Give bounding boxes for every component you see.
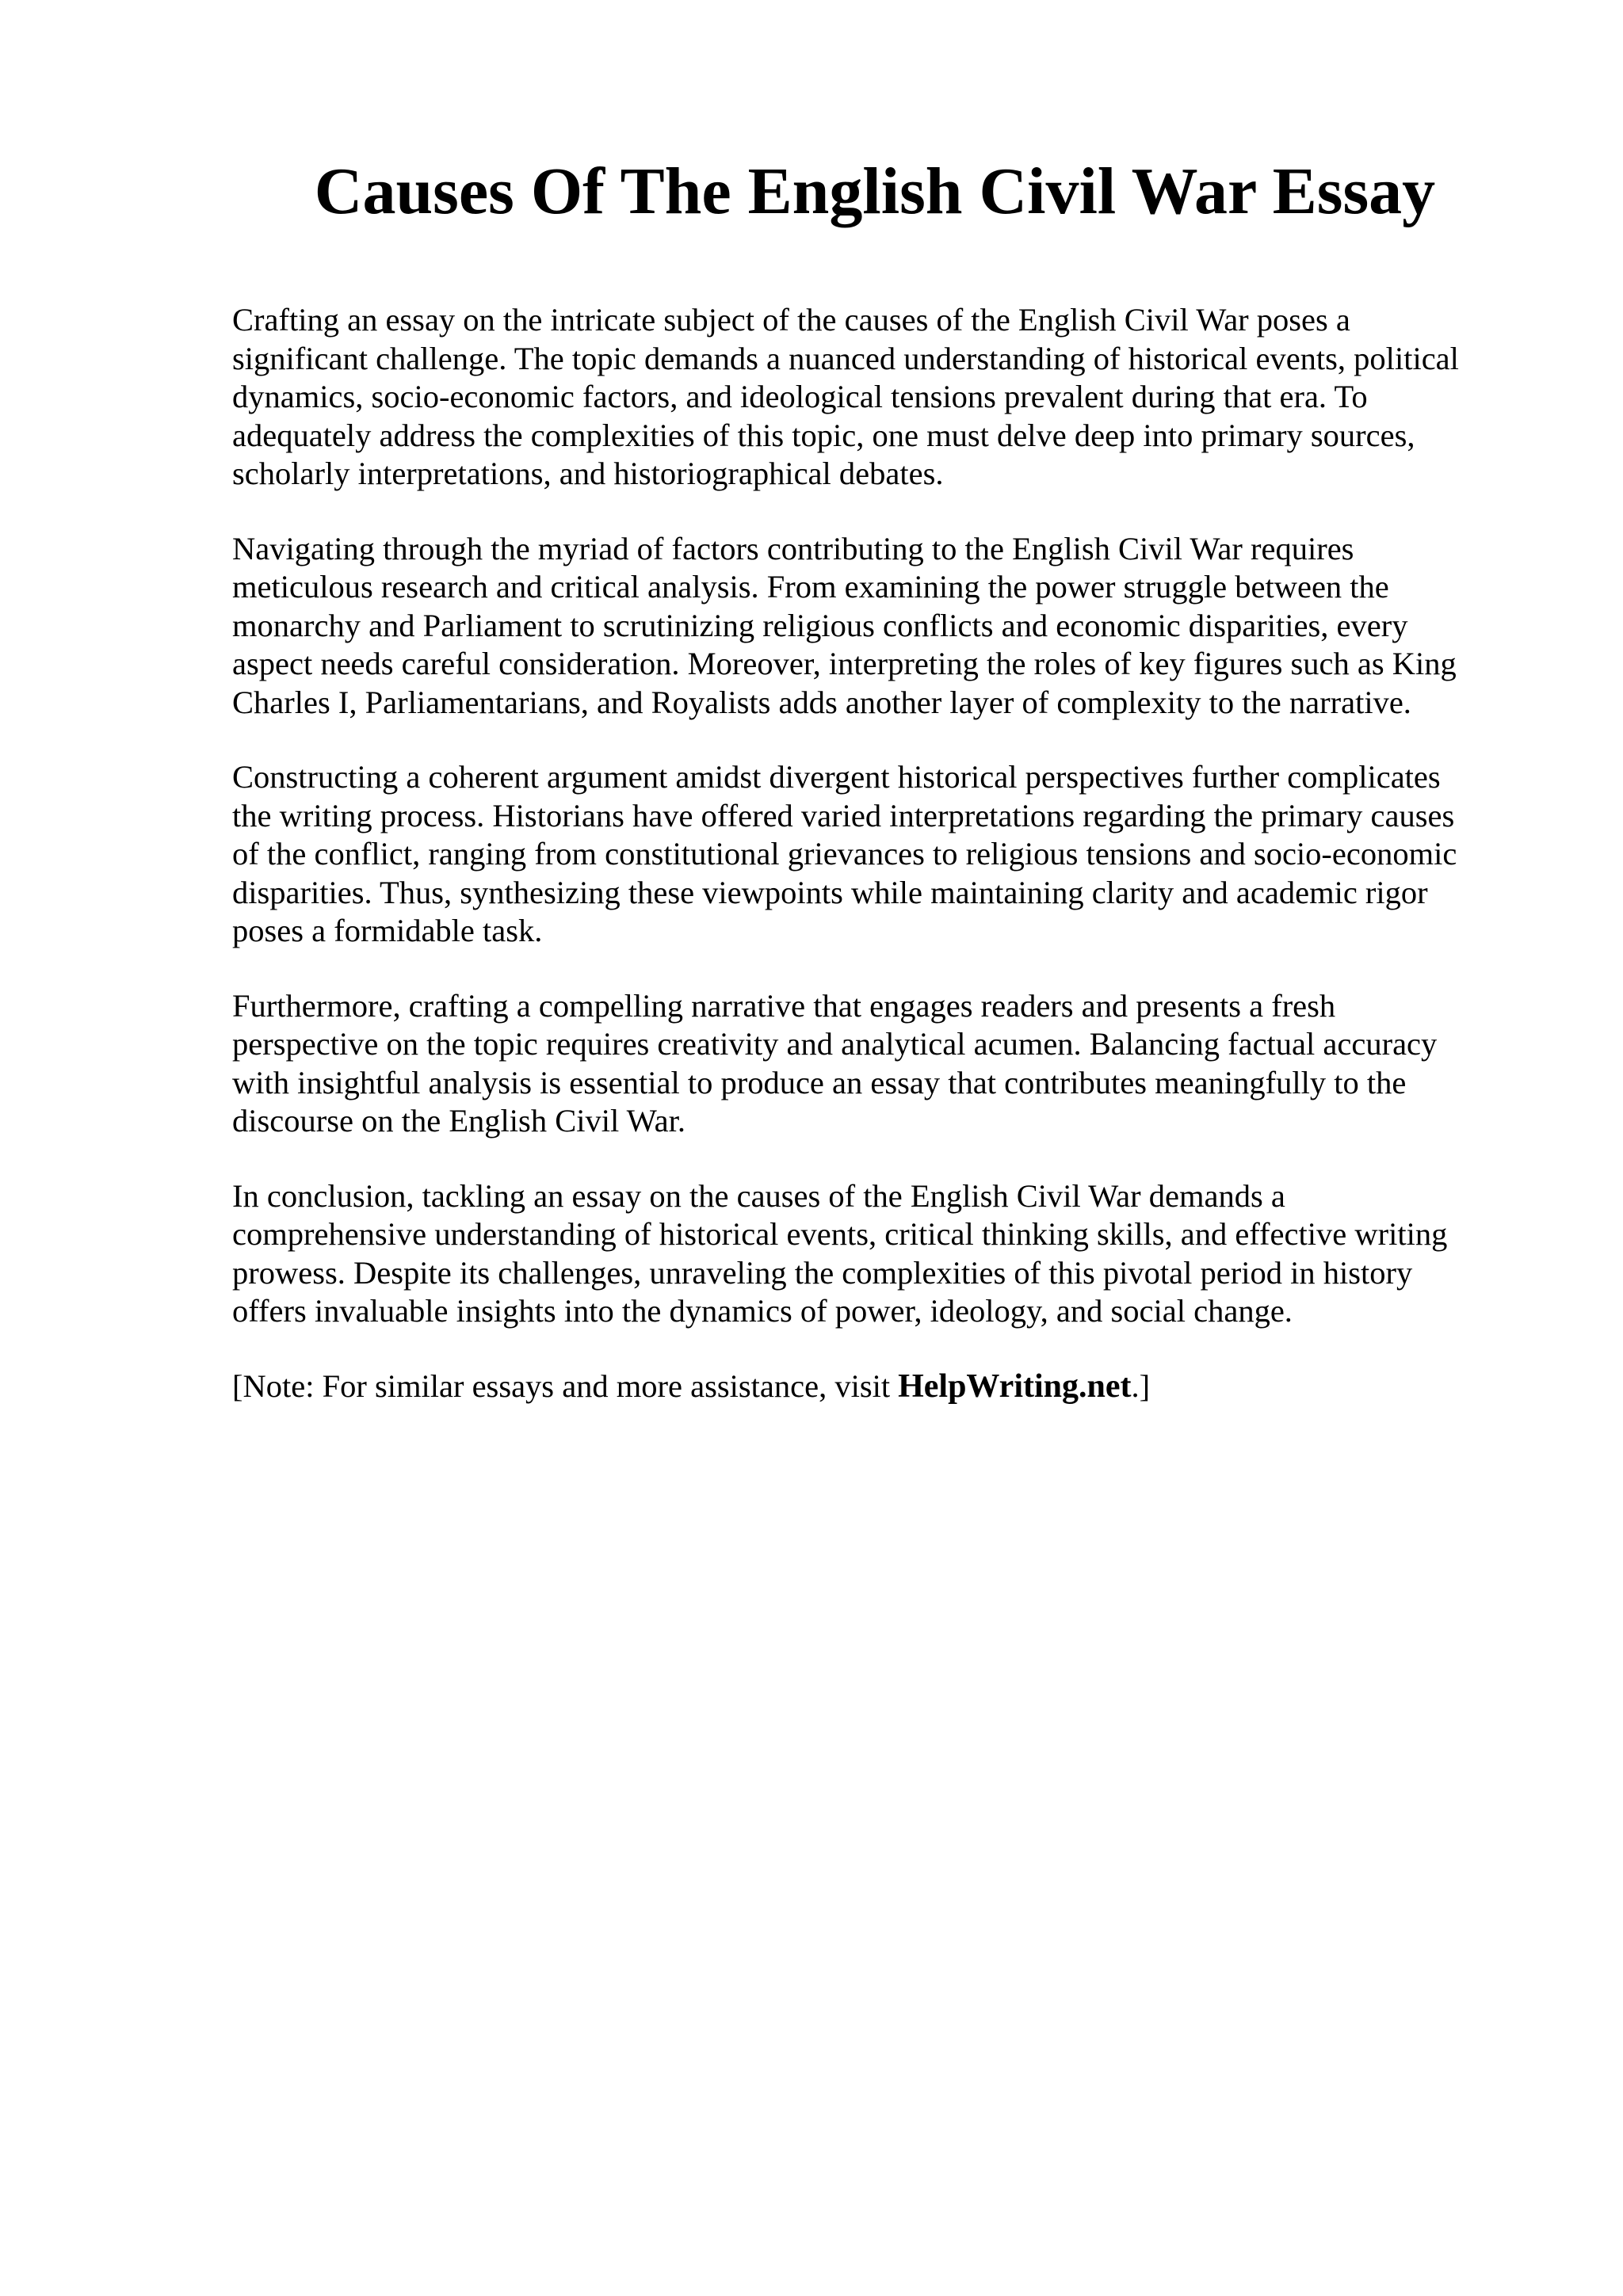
paragraph-line: monarchy and Parliament to scrutinizing religious conflicts and economic disparities, every xyxy=(232,607,1408,643)
helpwriting-link[interactable]: HelpWriting.net xyxy=(898,1367,1132,1405)
paragraph-5 xyxy=(232,1177,1516,1331)
paragraph-2 xyxy=(232,530,1516,723)
paragraph-line: Charles I, Parliamentarians, and Royalists adds another layer of complexity to the narrative. xyxy=(232,684,1411,720)
paragraph-3 xyxy=(232,758,1516,951)
paragraph-line: of the conflict, ranging from constitutional grievances to religious tensions and socio-economic xyxy=(232,836,1457,871)
paragraph-line: prowess. Despite its challenges, unraveling the complexities of this pivotal period in history xyxy=(232,1254,1413,1291)
paragraph-line: with insightful analysis is essential to produce an essay that contributes meaningfully to the xyxy=(232,1064,1407,1100)
paragraph-4 xyxy=(232,987,1516,1141)
paragraph-line: adequately address the complexities of this topic, one must delve deep into primary sources, xyxy=(232,417,1415,453)
paragraph-1 xyxy=(232,301,1516,494)
paragraph-line: perspective on the topic requires creativity and analytical acumen. Balancing factual accuracy xyxy=(232,1026,1438,1062)
paragraph-line: meticulous research and critical analysis. From examining the power struggle between the xyxy=(232,569,1389,605)
paragraph-line: Navigating through the myriad of factors contributing to the English Civil War requires xyxy=(232,530,1354,566)
essay-title: Causes Of The English Civil War Essay xyxy=(314,154,1436,228)
paragraph-line: offers invaluable insights into the dynamics of power, ideology, and social change. xyxy=(232,1293,1293,1329)
paragraph-line: Furthermore, crafting a compelling narrative that engages readers and presents a fresh xyxy=(232,987,1336,1024)
paragraph-line: disparities. Thus, synthesizing these viewpoints while maintaining clarity and academic rigor xyxy=(232,874,1428,910)
paragraph-line: Crafting an essay on the intricate subject of the causes of the English Civil War poses a xyxy=(232,302,1350,338)
paragraph-line: comprehensive understanding of historical events, critical thinking skills, and effective writing xyxy=(232,1216,1448,1252)
essay-body xyxy=(232,301,1516,1405)
paragraph-line: discourse on the English Civil War. xyxy=(232,1103,685,1138)
footnote-prefix: [Note: For similar essays and more assistance, visit xyxy=(232,1367,891,1404)
paragraph-line: the writing process. Historians have offered varied interpretations regarding the primary causes xyxy=(232,797,1455,833)
paragraph-line: aspect needs careful consideration. Moreover, interpreting the roles of key figures such as King xyxy=(232,646,1457,681)
footnote-suffix: .] xyxy=(1131,1367,1151,1404)
paragraph-line: dynamics, socio-economic factors, and ideological tensions prevalent during that era. To xyxy=(232,379,1368,414)
paragraph-line: significant challenge. The topic demands a nuanced understanding of historical events, political xyxy=(232,340,1459,376)
paragraph-line: scholarly interpretations, and historiographical debates. xyxy=(232,456,944,491)
paragraph-line: In conclusion, tackling an essay on the causes of the English Civil War demands a xyxy=(232,1177,1285,1214)
footnote xyxy=(232,1367,1516,1406)
paragraph-line: poses a formidable task. xyxy=(232,913,543,948)
paragraph-line: Constructing a coherent argument amidst divergent historical perspectives further complicates xyxy=(232,759,1441,795)
